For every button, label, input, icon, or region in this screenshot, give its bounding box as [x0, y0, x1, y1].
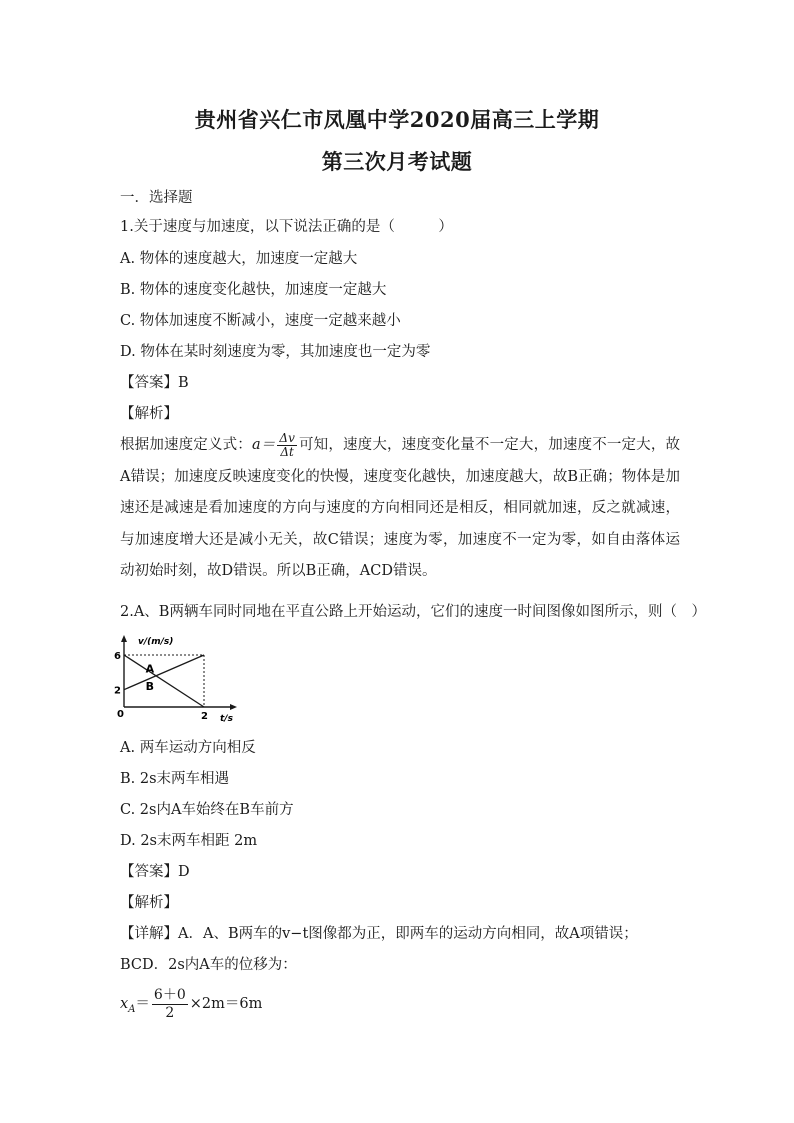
document-title: 贵州省兴仁市凤凰中学2020届高三上学期 — [194, 107, 600, 132]
question-2-bcd: BCD．2s内A车的位移为： — [120, 957, 297, 973]
series-line-b — [124, 655, 204, 690]
x-axis-arrow — [230, 704, 237, 710]
y-axis-arrow — [121, 635, 127, 642]
y-axis-label: v/(m/s) — [138, 637, 174, 647]
y-tick-label-2: 2 — [114, 685, 121, 697]
fraction-denominator: 2 — [165, 1004, 175, 1021]
acceleration-formula — [277, 432, 296, 459]
series-line-a — [124, 655, 204, 707]
series-label-b: B — [145, 680, 154, 694]
x-tick-label-2: 2 — [201, 711, 208, 722]
y-tick-label-6: 6 — [114, 651, 121, 662]
analysis-body: 可知，速度大，速度变化量不一定大，加速度不一定大，故A错误；加速度反映速度变化的快慢，速度变化越快，加速度越大，故B正确；物体是加速还是减速是看加速度的方向与速度的方向相同还是相反，相同就加速，反之就减速，与加速度增大还是减小无关，故C错误；速度为零，加速度不一定为零，如自由落体运动初始时刻，故D错误。所以B正确，ACD错误。 — [120, 437, 680, 579]
formula-equals: ＝ — [135, 996, 150, 1012]
displacement-formula — [120, 985, 680, 1023]
formula-numerator: Δv — [279, 430, 295, 445]
question-2-option-a: A. 两车运动方向相反 — [120, 740, 256, 756]
formula-result: ×2m＝6m — [189, 996, 263, 1012]
formula-denominator: Δt — [280, 444, 294, 459]
question-2-stem: 2.A、B两辆车同时同地在平直公路上开始运动，它们的速度一时间图像如图所示，则（ ） — [120, 604, 706, 620]
analysis-intro: 根据加速度定义式： — [120, 437, 252, 453]
question-1-answer: 【答案】B — [120, 375, 189, 391]
document-subtitle: 第三次月考试题 — [321, 149, 473, 174]
displacement-fraction — [152, 987, 188, 1022]
origin-label: 0 — [117, 709, 124, 720]
question-2-analysis-heading: 【解析】 — [120, 895, 178, 911]
formula-lhs: a＝ — [251, 437, 276, 453]
question-2-detail: 【详解】A．A、B两车的v−t图像都为正，即两车的运动方向相同，故A项错误； — [120, 926, 638, 942]
question-1-analysis-heading: 【解析】 — [120, 406, 178, 422]
x-axis-label: t/s — [220, 714, 233, 724]
question-1-option-c: C. 物体加速度不断减小，速度一定越来越小 — [120, 313, 401, 329]
velocity-time-chart — [112, 632, 242, 724]
question-1-option-a: A. 物体的速度越大，加速度一定越大 — [120, 251, 358, 267]
question-1-option-d: D. 物体在某时刻速度为零，其加速度也一定为零 — [120, 344, 431, 360]
question-2-answer: 【答案】D — [120, 864, 190, 880]
section-heading: 一．选择题 — [120, 190, 193, 206]
formula-subscript: A — [128, 1004, 136, 1015]
question-2-option-d: D. 2s末两车相距 2m — [120, 833, 258, 849]
question-2-option-c: C. 2s内A车始终在B车前方 — [120, 802, 294, 818]
formula-x: x — [120, 996, 129, 1012]
fraction-numerator: 6＋0 — [153, 986, 186, 1003]
question-1-analysis — [120, 430, 680, 588]
question-1-stem: 1.关于速度与加速度，以下说法正确的是（ ） — [120, 219, 453, 235]
question-2-option-b: B. 2s末两车相遇 — [120, 771, 230, 787]
question-1-option-b: B. 物体的速度变化越快，加速度一定越大 — [120, 282, 387, 298]
series-label-a: A — [145, 662, 155, 676]
